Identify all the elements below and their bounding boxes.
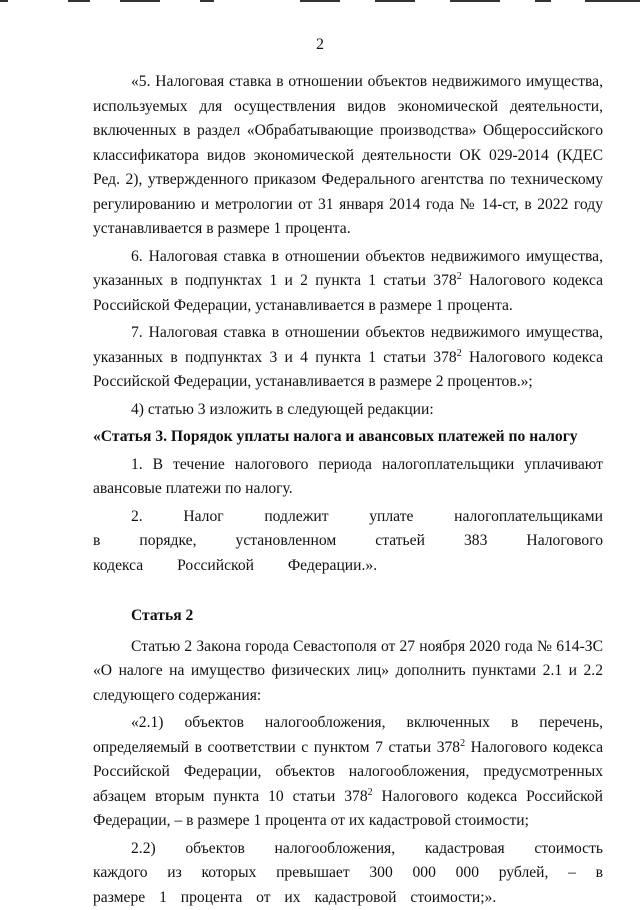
- article-2-intro: Статью 2 Закона города Севастополя от 27 ноября 2020 года № 614-ЗС «О налоге на имущество физических лиц» дополнить пунктами 2.1 и 2.2 следующего содержания:: [93, 635, 603, 709]
- paragraph-item-7-text-a: 7. Налоговая ставка в отношении объектов недвижимого имущества, указанных в подпунктах 3 и 4 пункта 1 статьи 378: [93, 324, 603, 366]
- article-3-item-2: 2. Налог подлежит уплате налогоплательщиками в порядке, установленном статьей 383 Налогового кодекса Российской Федерации.».: [93, 505, 603, 579]
- paragraph-item-6-text-a: 6. Налоговая ставка в отношении объектов недвижимого имущества, указанных в подпунктах 1 и 2 пункта 1 статьи 378: [93, 248, 603, 290]
- item-2-1-text-b: Налогового кодекса Российской Федерации, объектов налогообложения, предусмотренных абзацем вторым пункта 10 статьи 378: [93, 739, 603, 805]
- document-body: [93, 70, 603, 910]
- superscript: 2: [460, 737, 465, 748]
- paragraph-item-6-text-b: Налогового кодекса Российской Федерации, устанавливается в размере 1 процента.: [93, 272, 603, 314]
- item-2-1-text-c: Налогового кодекса Российской Федерации, – в размере 1 процента от их кадастровой стоимости;: [93, 788, 603, 830]
- superscript: 2: [457, 271, 462, 282]
- superscript: 2: [457, 347, 462, 358]
- paragraph-item-5: «5. Налоговая ставка в отношении объектов недвижимого имущества, используемых для осуществления видов экономической деятельности, включенных в раздел «Обрабатывающие производства» Общероссийского классификатора видов экономической деятельности ОК 029-2014 (КДЕС Ред. 2), утвержденного приказом Федерального агентства по техническому регулированию и метрологии от 31 января 2014 года № 14-ст, в 2022 году устанавливается в размере 1 процента.: [93, 70, 603, 242]
- item-2-1: [93, 711, 603, 834]
- paragraph-item-7-text-b: Налогового кодекса Российской Федерации, устанавливается в размере 2 процентов.»;: [93, 349, 603, 391]
- paragraph-subitem-4: 4) статью 3 изложить в следующей редакции:: [93, 398, 603, 423]
- article-3-item-1: 1. В течение налогового периода налогоплательщики уплачивают авансовые платежи по налогу.: [93, 453, 603, 502]
- article-2-heading: Статья 2: [93, 604, 603, 629]
- item-2-2: 2.2) объектов налогообложения, кадастровая стоимость каждого из которых превышает 300 000 000 рублей, – в размере 1 процента от их кадастровой стоимости;».: [93, 837, 603, 910]
- article-3-heading: «Статья 3. Порядок уплаты налога и авансовых платежей по налогу: [93, 425, 603, 450]
- page-number: 2: [0, 36, 640, 54]
- item-2-1-text-a: «2.1) объектов налогообложения, включенных в перечень, определяемый в соответствии с пунктом 7 статьи 378: [93, 714, 603, 756]
- superscript: 2: [368, 786, 373, 797]
- scan-top-edge: [0, 0, 640, 3]
- paragraph-item-7: [93, 321, 603, 395]
- paragraph-item-6: [93, 245, 603, 319]
